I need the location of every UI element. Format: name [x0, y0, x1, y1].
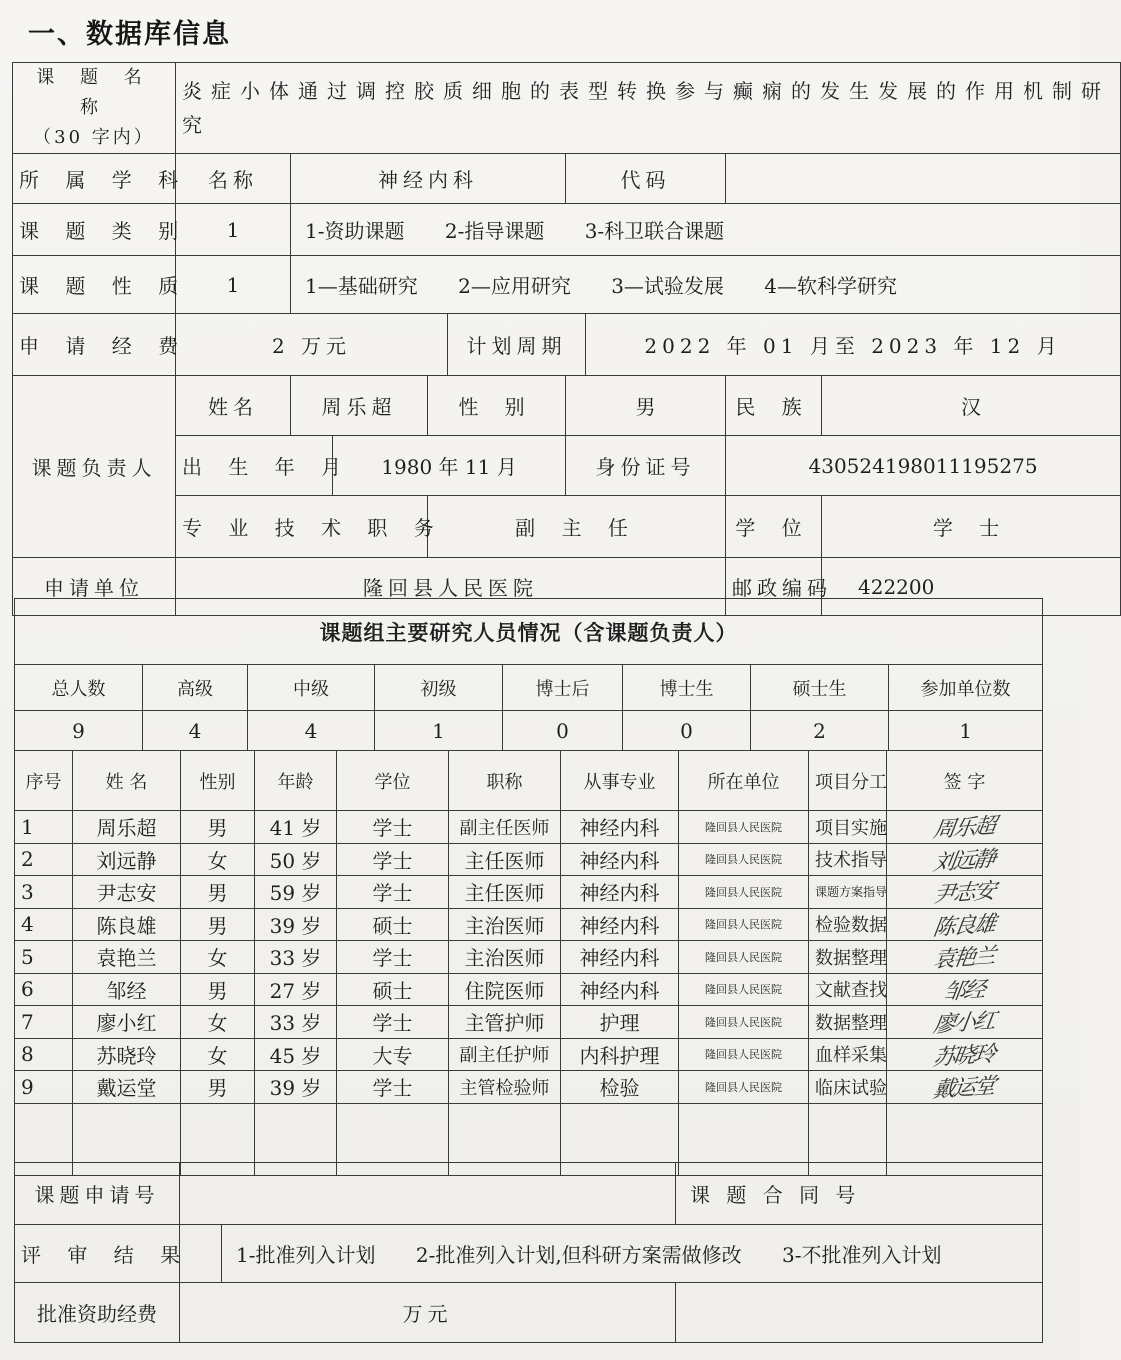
summary-header-row — [15, 665, 1043, 711]
discipline-name-label: 名称 — [176, 154, 291, 204]
member-row — [15, 1006, 1043, 1039]
member-role: 数据整理 — [809, 941, 887, 974]
category-option-3: 3-科卫联合课题 — [584, 219, 725, 243]
leader-id-value: 430524198011195275 — [726, 436, 1121, 496]
signature-handwriting: 苏晓玲 — [932, 1041, 997, 1071]
member-role: 血样采集 — [809, 1038, 887, 1071]
leader-label: 课题负责人 — [13, 376, 176, 558]
category-options — [291, 204, 1121, 256]
member-row — [15, 876, 1043, 909]
member-degree: 大专 — [337, 1038, 449, 1071]
member-header-major: 从事专业 — [561, 751, 679, 811]
member-index: 6 — [15, 973, 73, 1006]
summary-phd: 0 — [623, 711, 751, 751]
member-header-unit: 所在单位 — [679, 751, 809, 811]
apply-no-label: 课题申请号 — [15, 1163, 180, 1225]
member-major: 检验 — [561, 1071, 679, 1104]
member-age: 41 岁 — [255, 811, 337, 844]
summary-header-intermediate: 中级 — [248, 665, 375, 711]
member-title: 副主任护师 — [449, 1038, 561, 1071]
summary-header-junior: 初级 — [375, 665, 503, 711]
approved-fund-unit: 万元 — [180, 1283, 676, 1343]
category-option-2: 2-指导课题 — [444, 219, 545, 243]
member-age: 33 岁 — [255, 1006, 337, 1039]
member-role: 检验数据 — [809, 908, 887, 941]
member-title: 副主任医师 — [449, 811, 561, 844]
member-major: 神经内科 — [561, 811, 679, 844]
summary-master: 2 — [751, 711, 889, 751]
member-role: 课题方案指导 — [809, 876, 887, 909]
signature-handwriting: 陈良雄 — [932, 911, 997, 941]
summary-header-postdoc: 博士后 — [503, 665, 623, 711]
leader-birth-value: 1980 年 11 月 — [333, 436, 566, 496]
postcode-value: 422200 — [822, 558, 1121, 616]
member-signature — [887, 1038, 1043, 1071]
member-name: 尹志安 — [73, 876, 181, 909]
category-value: 1 — [176, 204, 291, 256]
member-signature — [887, 1071, 1043, 1104]
member-gender: 女 — [181, 1038, 255, 1071]
member-major: 神经内科 — [561, 876, 679, 909]
member-unit: 隆回县人民医院 — [679, 1038, 809, 1071]
member-row — [15, 973, 1043, 1006]
contract-no-label: 课 题 合 同 号 — [690, 1183, 861, 1207]
nature-options — [291, 256, 1121, 314]
member-name: 刘远静 — [73, 843, 181, 876]
leader-id-label: 身份证号 — [566, 436, 726, 496]
member-signature — [887, 1006, 1043, 1039]
member-gender: 男 — [181, 876, 255, 909]
member-index: 1 — [15, 811, 73, 844]
member-role: 技术指导 — [809, 843, 887, 876]
summary-header-units: 参加单位数 — [889, 665, 1043, 711]
leader-name-value: 周乐超 — [291, 376, 428, 436]
member-role: 数据整理 — [809, 1006, 887, 1039]
leader-degree-value: 学 士 — [822, 496, 1121, 558]
summary-header-senior: 高级 — [143, 665, 248, 711]
member-age: 39 岁 — [255, 908, 337, 941]
member-row — [15, 1038, 1043, 1071]
member-degree: 学士 — [337, 1071, 449, 1104]
signature-handwriting: 邹经 — [942, 977, 987, 1006]
approved-fund-label: 批准资助经费 — [15, 1283, 180, 1343]
leader-title-label: 专 业 技 术 职 务 — [176, 496, 428, 558]
member-role: 项目实施 — [809, 811, 887, 844]
member-unit: 隆回县人民医院 — [679, 876, 809, 909]
summary-header-phd: 博士生 — [623, 665, 751, 711]
member-title: 主治医师 — [449, 908, 561, 941]
leader-birth-label: 出 生 年 月 — [176, 436, 333, 496]
summary-value-row — [15, 711, 1043, 751]
member-name: 陈良雄 — [73, 908, 181, 941]
member-header-index: 序号 — [15, 751, 73, 811]
member-signature — [887, 876, 1043, 909]
member-degree: 学士 — [337, 843, 449, 876]
member-header-title: 职称 — [449, 751, 561, 811]
member-index: 8 — [15, 1038, 73, 1071]
unit-value: 隆回县人民医院 — [176, 558, 726, 616]
member-header-name: 姓 名 — [73, 751, 181, 811]
member-title: 主管护师 — [449, 1006, 561, 1039]
member-gender: 男 — [181, 973, 255, 1006]
member-gender: 男 — [181, 1071, 255, 1104]
nature-option-2: 2—应用研究 — [458, 274, 571, 298]
member-unit: 隆回县人民医院 — [679, 973, 809, 1006]
result-option-2: 2-批准列入计划,但科研方案需做修改 — [415, 1243, 742, 1267]
nature-label: 课 题 性 质 — [13, 256, 176, 314]
summary-header-master: 硕士生 — [751, 665, 889, 711]
leader-ethnic-label: 民 族 — [726, 376, 822, 436]
member-signature — [887, 973, 1043, 1006]
nature-value: 1 — [176, 256, 291, 314]
member-name: 袁艳兰 — [73, 941, 181, 974]
nature-option-4: 4—软科学研究 — [764, 274, 898, 298]
member-major: 内科护理 — [561, 1038, 679, 1071]
member-header-signature: 签 字 — [887, 751, 1043, 811]
summary-header-total: 总人数 — [15, 665, 143, 711]
member-major: 神经内科 — [561, 941, 679, 974]
member-name: 戴运堂 — [73, 1071, 181, 1104]
member-name: 周乐超 — [73, 811, 181, 844]
category-option-1: 1-资助课题 — [305, 219, 405, 243]
result-option-1: 1-批准列入计划 — [236, 1243, 376, 1267]
member-title: 住院医师 — [449, 973, 561, 1006]
member-index: 5 — [15, 941, 73, 974]
member-age: 33 岁 — [255, 941, 337, 974]
member-index: 3 — [15, 876, 73, 909]
topic-name-label — [13, 63, 176, 154]
nature-option-3: 3—试验发展 — [611, 274, 724, 298]
member-title: 主任医师 — [449, 843, 561, 876]
summary-junior: 1 — [375, 711, 503, 751]
member-unit: 隆回县人民医院 — [679, 908, 809, 941]
member-index: 2 — [15, 843, 73, 876]
member-age: 39 岁 — [255, 1071, 337, 1104]
member-role: 临床试验 — [809, 1071, 887, 1104]
topic-name-label-text: 课 题 名 称 — [36, 67, 152, 118]
signature-handwriting: 刘远静 — [932, 846, 997, 876]
member-gender: 女 — [181, 843, 255, 876]
contract-no-cell — [676, 1163, 1043, 1225]
review-table — [14, 1162, 1043, 1343]
leader-degree-label: 学 位 — [726, 496, 822, 558]
fund-label: 申 请 经 费 — [13, 314, 176, 376]
member-header-role: 项目分工 — [809, 751, 887, 811]
member-unit: 隆回县人民医院 — [679, 941, 809, 974]
member-degree: 学士 — [337, 1006, 449, 1039]
member-index: 9 — [15, 1071, 73, 1104]
member-name: 廖小红 — [73, 1006, 181, 1039]
member-gender: 女 — [181, 1006, 255, 1039]
member-row — [15, 1071, 1043, 1104]
signature-handwriting: 尹志安 — [932, 879, 997, 909]
discipline-code-value — [726, 154, 1121, 204]
result-options — [222, 1225, 1043, 1283]
member-header-gender: 性别 — [181, 751, 255, 811]
approved-fund-blank — [676, 1283, 1043, 1343]
member-title: 主任医师 — [449, 876, 561, 909]
leader-ethnic-value: 汉 — [822, 376, 1121, 436]
member-degree: 学士 — [337, 811, 449, 844]
discipline-code-label: 代码 — [566, 154, 726, 204]
category-label: 课 题 类 别 — [13, 204, 176, 256]
member-header-row — [15, 751, 1043, 811]
leader-name-label: 姓名 — [176, 376, 291, 436]
discipline-label: 所 属 学 科 — [13, 154, 176, 204]
member-age: 50 岁 — [255, 843, 337, 876]
leader-gender-label: 性 别 — [428, 376, 566, 436]
member-major: 护理 — [561, 1006, 679, 1039]
member-table — [14, 750, 1043, 1176]
summary-total: 9 — [15, 711, 143, 751]
database-info-table — [12, 62, 1121, 616]
discipline-name-value: 神经内科 — [291, 154, 566, 204]
member-row — [15, 811, 1043, 844]
period-label: 计划周期 — [448, 314, 586, 376]
member-degree: 硕士 — [337, 908, 449, 941]
member-age: 59 岁 — [255, 876, 337, 909]
leader-gender-value: 男 — [566, 376, 726, 436]
leader-title-value: 副 主 任 — [428, 496, 726, 558]
team-table — [14, 598, 1043, 751]
apply-no-value — [180, 1163, 676, 1225]
member-title: 主治医师 — [449, 941, 561, 974]
member-title: 主管检验师 — [449, 1071, 561, 1104]
member-major: 神经内科 — [561, 973, 679, 1006]
summary-units: 1 — [889, 711, 1043, 751]
topic-name-sublabel: （30 字内） — [33, 127, 155, 148]
member-signature — [887, 843, 1043, 876]
result-option-3: 3-不批准列入计划 — [782, 1243, 942, 1267]
member-gender: 男 — [181, 811, 255, 844]
signature-handwriting: 袁艳兰 — [932, 944, 997, 974]
summary-intermediate: 4 — [248, 711, 375, 751]
member-rows — [15, 811, 1043, 1104]
team-caption: 课题组主要研究人员情况（含课题负责人） — [15, 599, 1043, 665]
postcode-label: 邮政编码 — [726, 558, 822, 616]
summary-senior: 4 — [143, 711, 248, 751]
member-header-age: 年龄 — [255, 751, 337, 811]
member-row — [15, 908, 1043, 941]
member-gender: 男 — [181, 908, 255, 941]
member-unit: 隆回县人民医院 — [679, 1006, 809, 1039]
member-age: 45 岁 — [255, 1038, 337, 1071]
member-signature — [887, 811, 1043, 844]
member-header-degree: 学位 — [337, 751, 449, 811]
signature-handwriting: 廖小红 — [932, 1009, 997, 1039]
member-degree: 学士 — [337, 941, 449, 974]
fund-value: 2 万元 — [176, 314, 448, 376]
member-role: 文献查找 — [809, 973, 887, 1006]
member-gender: 女 — [181, 941, 255, 974]
topic-name-value: 炎症小体通过调控胶质细胞的表型转换参与癫痫的发生发展的作用机制研究 — [176, 63, 1121, 154]
member-signature — [887, 908, 1043, 941]
member-major: 神经内科 — [561, 908, 679, 941]
period-value: 2022 年 01 月至 2023 年 12 月 — [586, 314, 1121, 376]
member-degree: 学士 — [337, 876, 449, 909]
member-unit: 隆回县人民医院 — [679, 843, 809, 876]
nature-option-1: 1—基础研究 — [305, 274, 418, 298]
member-name: 苏晓玲 — [73, 1038, 181, 1071]
member-signature — [887, 941, 1043, 974]
member-name: 邹经 — [73, 973, 181, 1006]
member-degree: 硕士 — [337, 973, 449, 1006]
unit-label: 申请单位 — [13, 558, 176, 616]
member-unit: 隆回县人民医院 — [679, 811, 809, 844]
member-index: 7 — [15, 1006, 73, 1039]
member-index: 4 — [15, 908, 73, 941]
member-row — [15, 843, 1043, 876]
signature-handwriting: 戴运堂 — [932, 1074, 997, 1104]
member-age: 27 岁 — [255, 973, 337, 1006]
summary-postdoc: 0 — [503, 711, 623, 751]
section-heading: 一、数据库信息 — [28, 19, 231, 50]
member-row — [15, 941, 1043, 974]
member-unit: 隆回县人民医院 — [679, 1071, 809, 1104]
member-major: 神经内科 — [561, 843, 679, 876]
result-label: 评 审 结 果 — [15, 1225, 180, 1283]
signature-handwriting: 周乐超 — [932, 814, 997, 844]
